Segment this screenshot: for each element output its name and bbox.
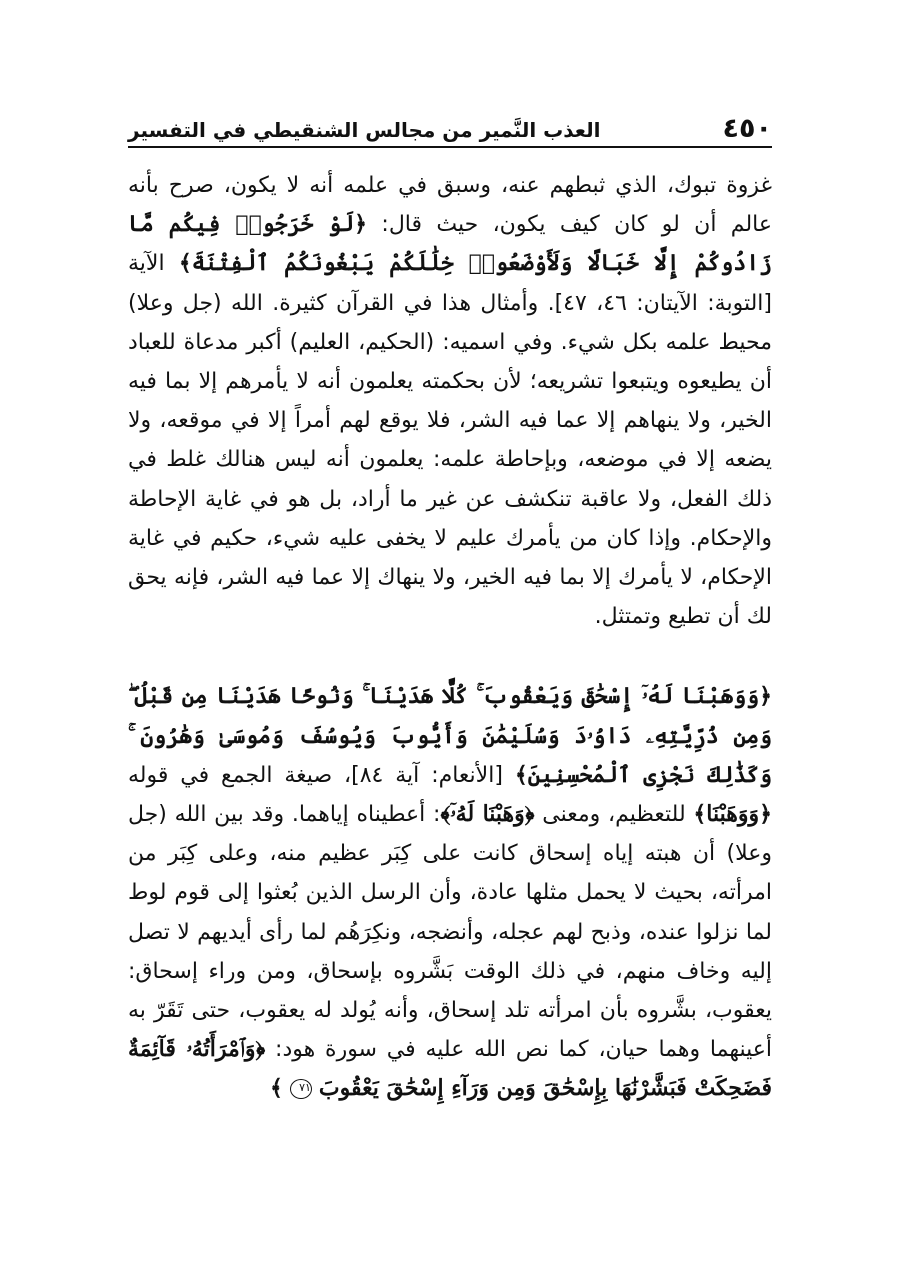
quran-bracket-open: ﴿ — [354, 211, 368, 238]
quran-verse-tawbah-47: لَوْ خَرَجُوا۟ فِيكُم مَّا زَادُوكُمْ إِلَّا خَبَالًا وَلَأَوْضَعُوا۟ خِلَٰلَكُمْ يَبْغُونَكُمُ ٱلْفِتْنَةَ — [128, 211, 772, 277]
quran-quote-wawahabna: ﴿وَوَهَبْنَا﴾ — [693, 801, 773, 828]
running-title: العذب النَّمير من مجالس الشنقيطي في التفسير — [128, 118, 601, 142]
header-rule — [128, 146, 772, 148]
page-header — [128, 112, 772, 146]
verse-reference: [الأنعام: آية ٨٤]، صيغة الجمع في قوله — [128, 762, 503, 788]
quran-bracket-close: ﴾ — [178, 250, 192, 277]
paragraph-2-text-a: للتعظيم، ومعنى — [542, 802, 686, 828]
quran-quote-wahabna-lahu: ﴿وَهَبْنَا لَهُۥٓ﴾ — [440, 801, 535, 828]
paragraph-1-text-a: غزوة تبوك، الذي ثبطهم عنه، وسبق في علمه أنه لا يكون، صرح بأنه عالم أن لو كان كيف يكون، حيث قال: — [128, 173, 772, 238]
page-body — [128, 166, 772, 1109]
page-number: ٤٥٠ — [722, 113, 772, 144]
paragraph-1-text-b: الآية [التوبة: الآيتان: ٤٦، ٤٧]. وأمثال هذا في القرآن كثيرة. الله (جل وعلا) محيط علمه بكل شيء. وفي اسميه: (الحكيم، العليم) أكبر مدعاة للعباد أن يطيعوه ويتبعوا تشريعه؛ لأن بحكمته يعلمون أنه لا يأمرهم إلا بما فيه الخير، ولا ينهاهم إلا عما فيه الشر، فلا يوقع لهم أمراً إلا في موقعه، ولا يضعه إلا في موضعه، وبإحاطة علمه: يعلمون أنه ليس هنالك غلط في ذلك الفعل، ولا عاقبة تنكشف عن غير ما أراد، بل هو في غاية الإحاطة والإحكام. وإذا كان من يأمرك عليم لا يخفى عليه شيء، حكيم في غاية الإحكام، لا يأمرك إلا بما فيه الخير، ولا ينهاك إلا عما فيه الشر، فإنه يحق لك أن تطيع وتمتثل. — [128, 251, 772, 630]
paragraph-2-text-b: : أعطيناه إياهما. وقد بين الله (جل وعلا) أن هبته إياه إسحاق كانت على كِبَر عظيم منه، وعلى كِبَر من امرأته، بحيث لا يحمل مثلها عادة، وأن الرسل الذين بُعثوا إلى قوم لوط لما نزلوا عنده، وذبح لهم عجله، وأنضجه، ونكِرَهُم لما رأى أيديهم لا تصل إليه وخاف منهم، في ذلك الوقت بَشَّروه بإسحاق، ومن وراء إسحاق: يعقوب، بشَّروه بأن امرأته تلد إسحاق، وأنه يُولد له يعقوب، حتى تَقَرّ به أعينهما وهما حيان، كما نص الله عليه في سورة هود: — [128, 802, 772, 1063]
quran-bracket-open: ﴿ — [255, 1036, 266, 1063]
quran-bracket-close: ﴾ — [514, 761, 528, 788]
quran-verse-anam-84: وَوَهَبْنَا لَهُۥٓ إِسْحَٰقَ وَيَعْقُوبَ ۚ كُلًّا هَدَيْنَا ۚ وَنُوحًا هَدَيْنَا مِن قَبْلُ ۖ وَمِن ذُرِّيَّتِهِۦ دَاوُۥدَ وَسُلَيْمَٰنَ وَأَيُّوبَ وَيُوسُفَ وَمُوسَىٰ وَهَٰرُونَ ۚ وَكَذَٰلِكَ نَجْزِى ٱلْمُحْسِنِينَ — [128, 683, 773, 788]
ayah-number-marker: ٧١ — [290, 1079, 312, 1099]
paragraph-1 — [128, 166, 772, 636]
quran-bracket-open: ﴿ — [759, 683, 772, 710]
quran-bracket-close: ﴾ — [270, 1075, 283, 1102]
paragraph-2 — [128, 677, 772, 1108]
quran-verse-hud-71: وَٱمْرَأَتُهُۥ قَآئِمَةٌ فَضَحِكَتْ فَبَشَّرْنَٰهَا بِإِسْحَٰقَ وَمِن وَرَآءِ إِسْحَٰقَ يَعْقُوبَ — [128, 1036, 772, 1102]
